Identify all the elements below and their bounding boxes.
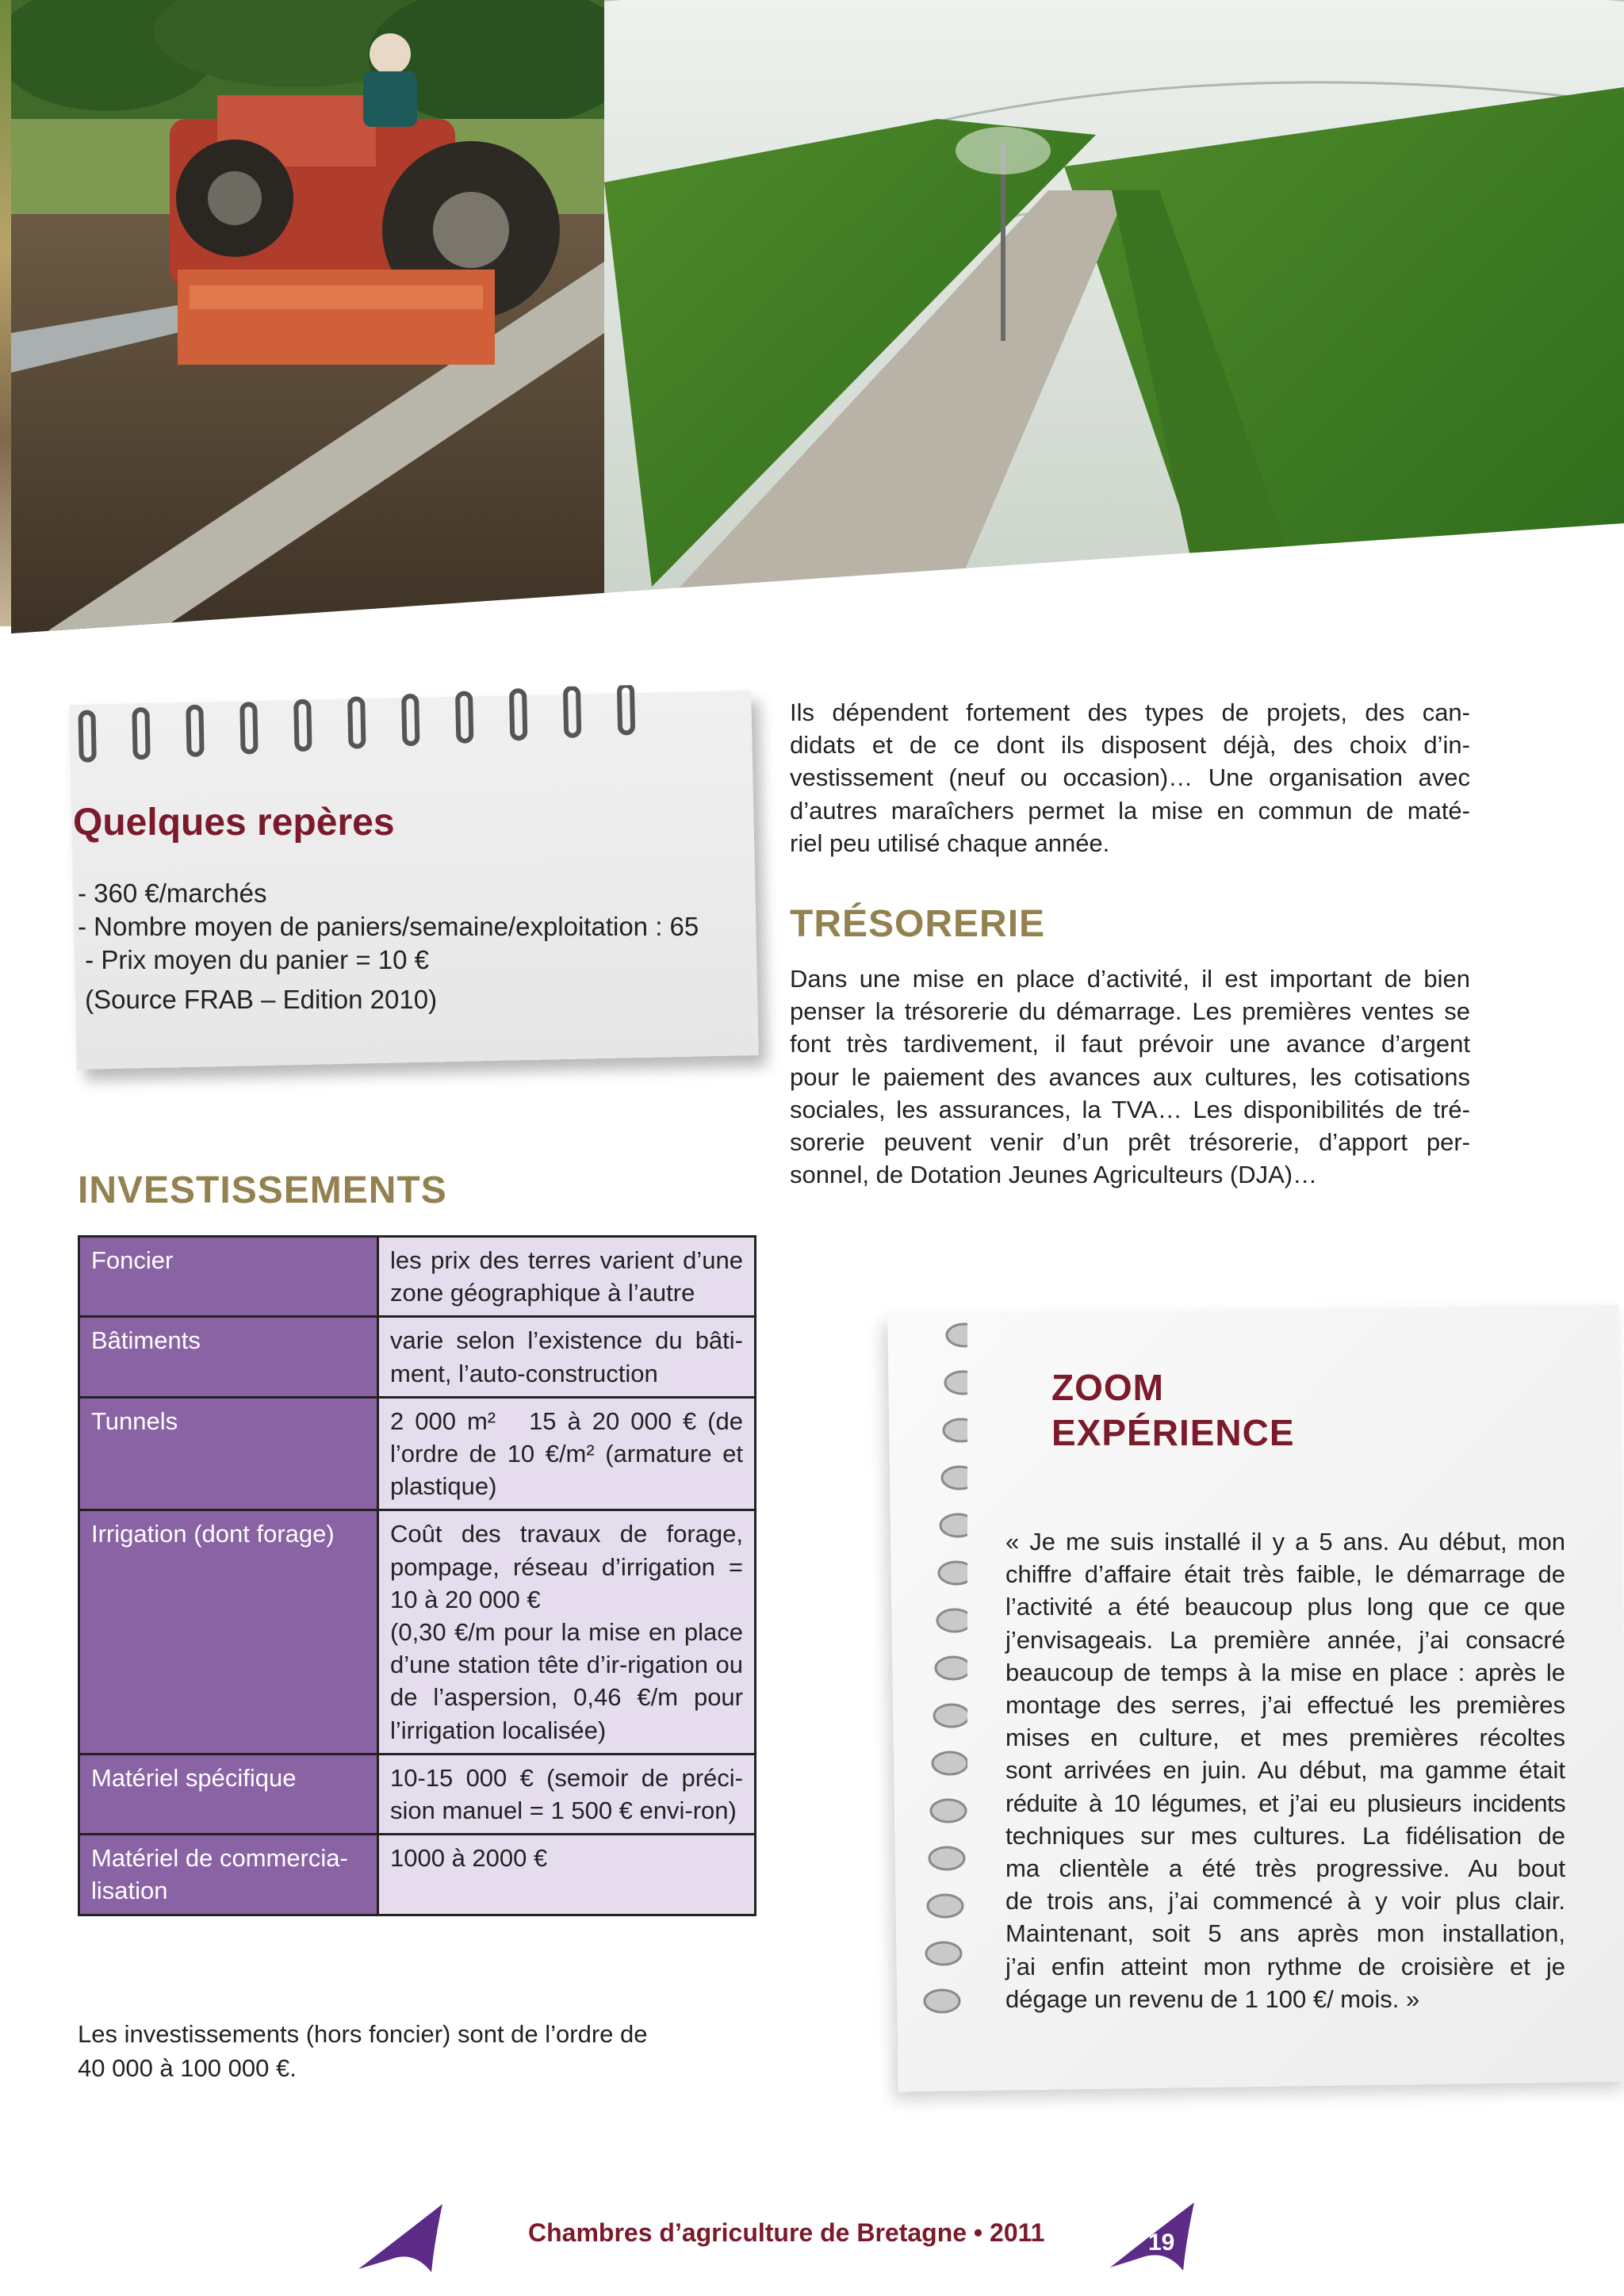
quote-line: techniques sur mes cultures. La fidélisation de	[1005, 1821, 1565, 1850]
quote-line: j’ai enfin atteint mon rythme de croisière et je	[1005, 1952, 1565, 1980]
quote-line: réduite à 10 légumes, et j’ai eu plusieurs incidents	[1005, 1789, 1565, 1817]
reperes-title: Quelques repères	[73, 802, 395, 844]
table-row	[79, 1510, 756, 1754]
table-cell-value-line: Coût des travaux de forage, pompage, réseau d’irrigation = 10 à 20 000 €	[390, 1520, 743, 1613]
reperes-list	[78, 877, 699, 1016]
tresorerie-paragraph	[790, 962, 1470, 1191]
paragraph-line: d’autres maraîchers permet la mise en commun de maté-	[790, 796, 1470, 825]
table-row	[79, 1237, 756, 1317]
investissements-table	[78, 1235, 756, 1916]
zoom-quote	[1005, 1525, 1565, 2015]
table-cell-value: 10-15 000 € (semoir de préci-sion manuel = 1 500 € envi-ron)	[378, 1754, 756, 1834]
table-cell-value: les prix des terres varient d’une zone géographique à l’autre	[378, 1237, 756, 1317]
paragraph-line: Dans une mise en place d’activité, il est important de bien	[790, 965, 1470, 993]
quote-line: beaucoup de temps à la mise en place : après le	[1005, 1658, 1565, 1686]
paragraph-line: didats et de ce dont ils disposent déjà, des choix d’in-	[790, 731, 1470, 760]
reperes-line: (Source FRAB – Edition 2010)	[78, 985, 438, 1014]
table-cell-label: Tunnels	[79, 1397, 378, 1510]
footer-publisher: Chambres d’agriculture de Bretagne • 2011	[528, 2218, 1045, 2247]
table-cell-value: 1000 à 2000 €	[378, 1835, 756, 1915]
quote-line: sont arrivées en juin. Au début, ma gamme était	[1005, 1756, 1565, 1785]
quote-line: chiffre d’affaire était très faible, le démarrage de	[1005, 1560, 1565, 1589]
paragraph-line: penser la trésorerie du démarrage. Les premières ventes se	[790, 997, 1470, 1026]
paragraph-line: sonnel, de Dotation Jeunes Agriculteurs (DJA)…	[790, 1161, 1318, 1189]
table-cell-value	[378, 1510, 756, 1754]
table-cell-label: Foncier	[79, 1237, 378, 1317]
table-cell-value: varie selon l’existence du bâti-ment, l’auto-construction	[378, 1317, 756, 1397]
photo-edge-strip	[0, 0, 11, 626]
zoom-heading-line: EXPÉRIENCE	[1051, 1412, 1295, 1453]
photo-tractor	[11, 0, 604, 634]
tresorerie-heading: TRÉSORERIE	[790, 903, 1046, 945]
paragraph-line: sociales, les assurances, la TVA… Les disponibilités de tré-	[790, 1095, 1470, 1123]
quote-line: Maintenant, soit 5 ans après mon installation,	[1005, 1919, 1565, 1948]
spiral-rings-icon	[69, 683, 753, 768]
reperes-line: - 360 €/marchés	[78, 878, 267, 908]
paragraph-line: Ils dépendent fortement des types de projets, des can-	[790, 698, 1470, 726]
quote-line: dégage un revenu de 1 100 €/ mois. »	[1005, 1984, 1420, 2013]
reperes-line: - Nombre moyen de paniers/semaine/exploitation : 65	[78, 912, 699, 941]
table-row	[79, 1835, 756, 1915]
footer-arrow-icon	[358, 2201, 446, 2274]
zoom-heading	[1051, 1365, 1295, 1456]
quote-line: mises en culture, et mes premières récoltes	[1005, 1724, 1565, 1752]
quote-line: ma clientèle a été très progressive. Au bout	[1005, 1854, 1565, 1883]
paragraph-line: riel peu utilisé chaque année.	[790, 828, 1110, 857]
quote-line: j’envisageais. La première année, j’ai consacré	[1005, 1625, 1565, 1654]
quote-line: « Je me suis installé il y a 5 ans. Au début, mon	[1005, 1528, 1565, 1556]
quote-line: montage des serres, j’ai effectué les premières	[1005, 1691, 1565, 1720]
reperes-line: - Prix moyen du panier = 10 €	[78, 945, 429, 974]
intro-paragraph	[790, 696, 1470, 859]
quote-line: de trois ans, j’ai commencé à y voir plus clair.	[1005, 1887, 1565, 1915]
paragraph-line: font très tardivement, il faut prévoir une avance d’argent	[790, 1030, 1470, 1058]
investissements-note	[78, 2017, 648, 2085]
table-row	[79, 1397, 756, 1510]
table-cell-value: 2 000 m² 15 à 20 000 € (de l’ordre de 10 €/m² (armature et plastique)	[378, 1397, 756, 1510]
quote-line: l’activité a été beaucoup plus long que ce que	[1005, 1593, 1565, 1621]
photo-greenhouse	[604, 0, 1624, 634]
investissements-note-line: 40 000 à 100 000 €.	[78, 2054, 297, 2082]
table-cell-label: Bâtiments	[79, 1317, 378, 1397]
table-cell-label: Irrigation (dont forage)	[79, 1510, 378, 1754]
zoom-heading-line: ZOOM	[1051, 1367, 1164, 1408]
paragraph-line: vestissement (neuf ou occasion)… Une organisation avec	[790, 763, 1470, 792]
table-row	[79, 1317, 756, 1397]
table-cell-value-line: (0,30 €/m pour la mise en place d’une station tête d’ir-rigation ou de l’aspersion, 0,46 €/m pour l’irrigation localisée)	[390, 1618, 743, 1744]
investissements-note-line: Les investissements (hors foncier) sont de l’ordre de	[78, 2020, 648, 2048]
table-row	[79, 1754, 756, 1834]
paragraph-line: pour le paiement des avances aux cultures, les cotisations	[790, 1062, 1470, 1091]
table-cell-label: Matériel spécifique	[79, 1754, 378, 1834]
investissements-heading: INVESTISSEMENTS	[78, 1169, 447, 1211]
table-cell-label: Matériel de commercia-lisation	[79, 1835, 378, 1915]
header-photos	[0, 0, 1624, 634]
spiral-binding-icon	[904, 1316, 967, 2045]
page-number: 19	[1148, 2229, 1175, 2256]
paragraph-line: sorerie peuvent venir d’un prêt trésorerie, d’apport per-	[790, 1128, 1470, 1157]
